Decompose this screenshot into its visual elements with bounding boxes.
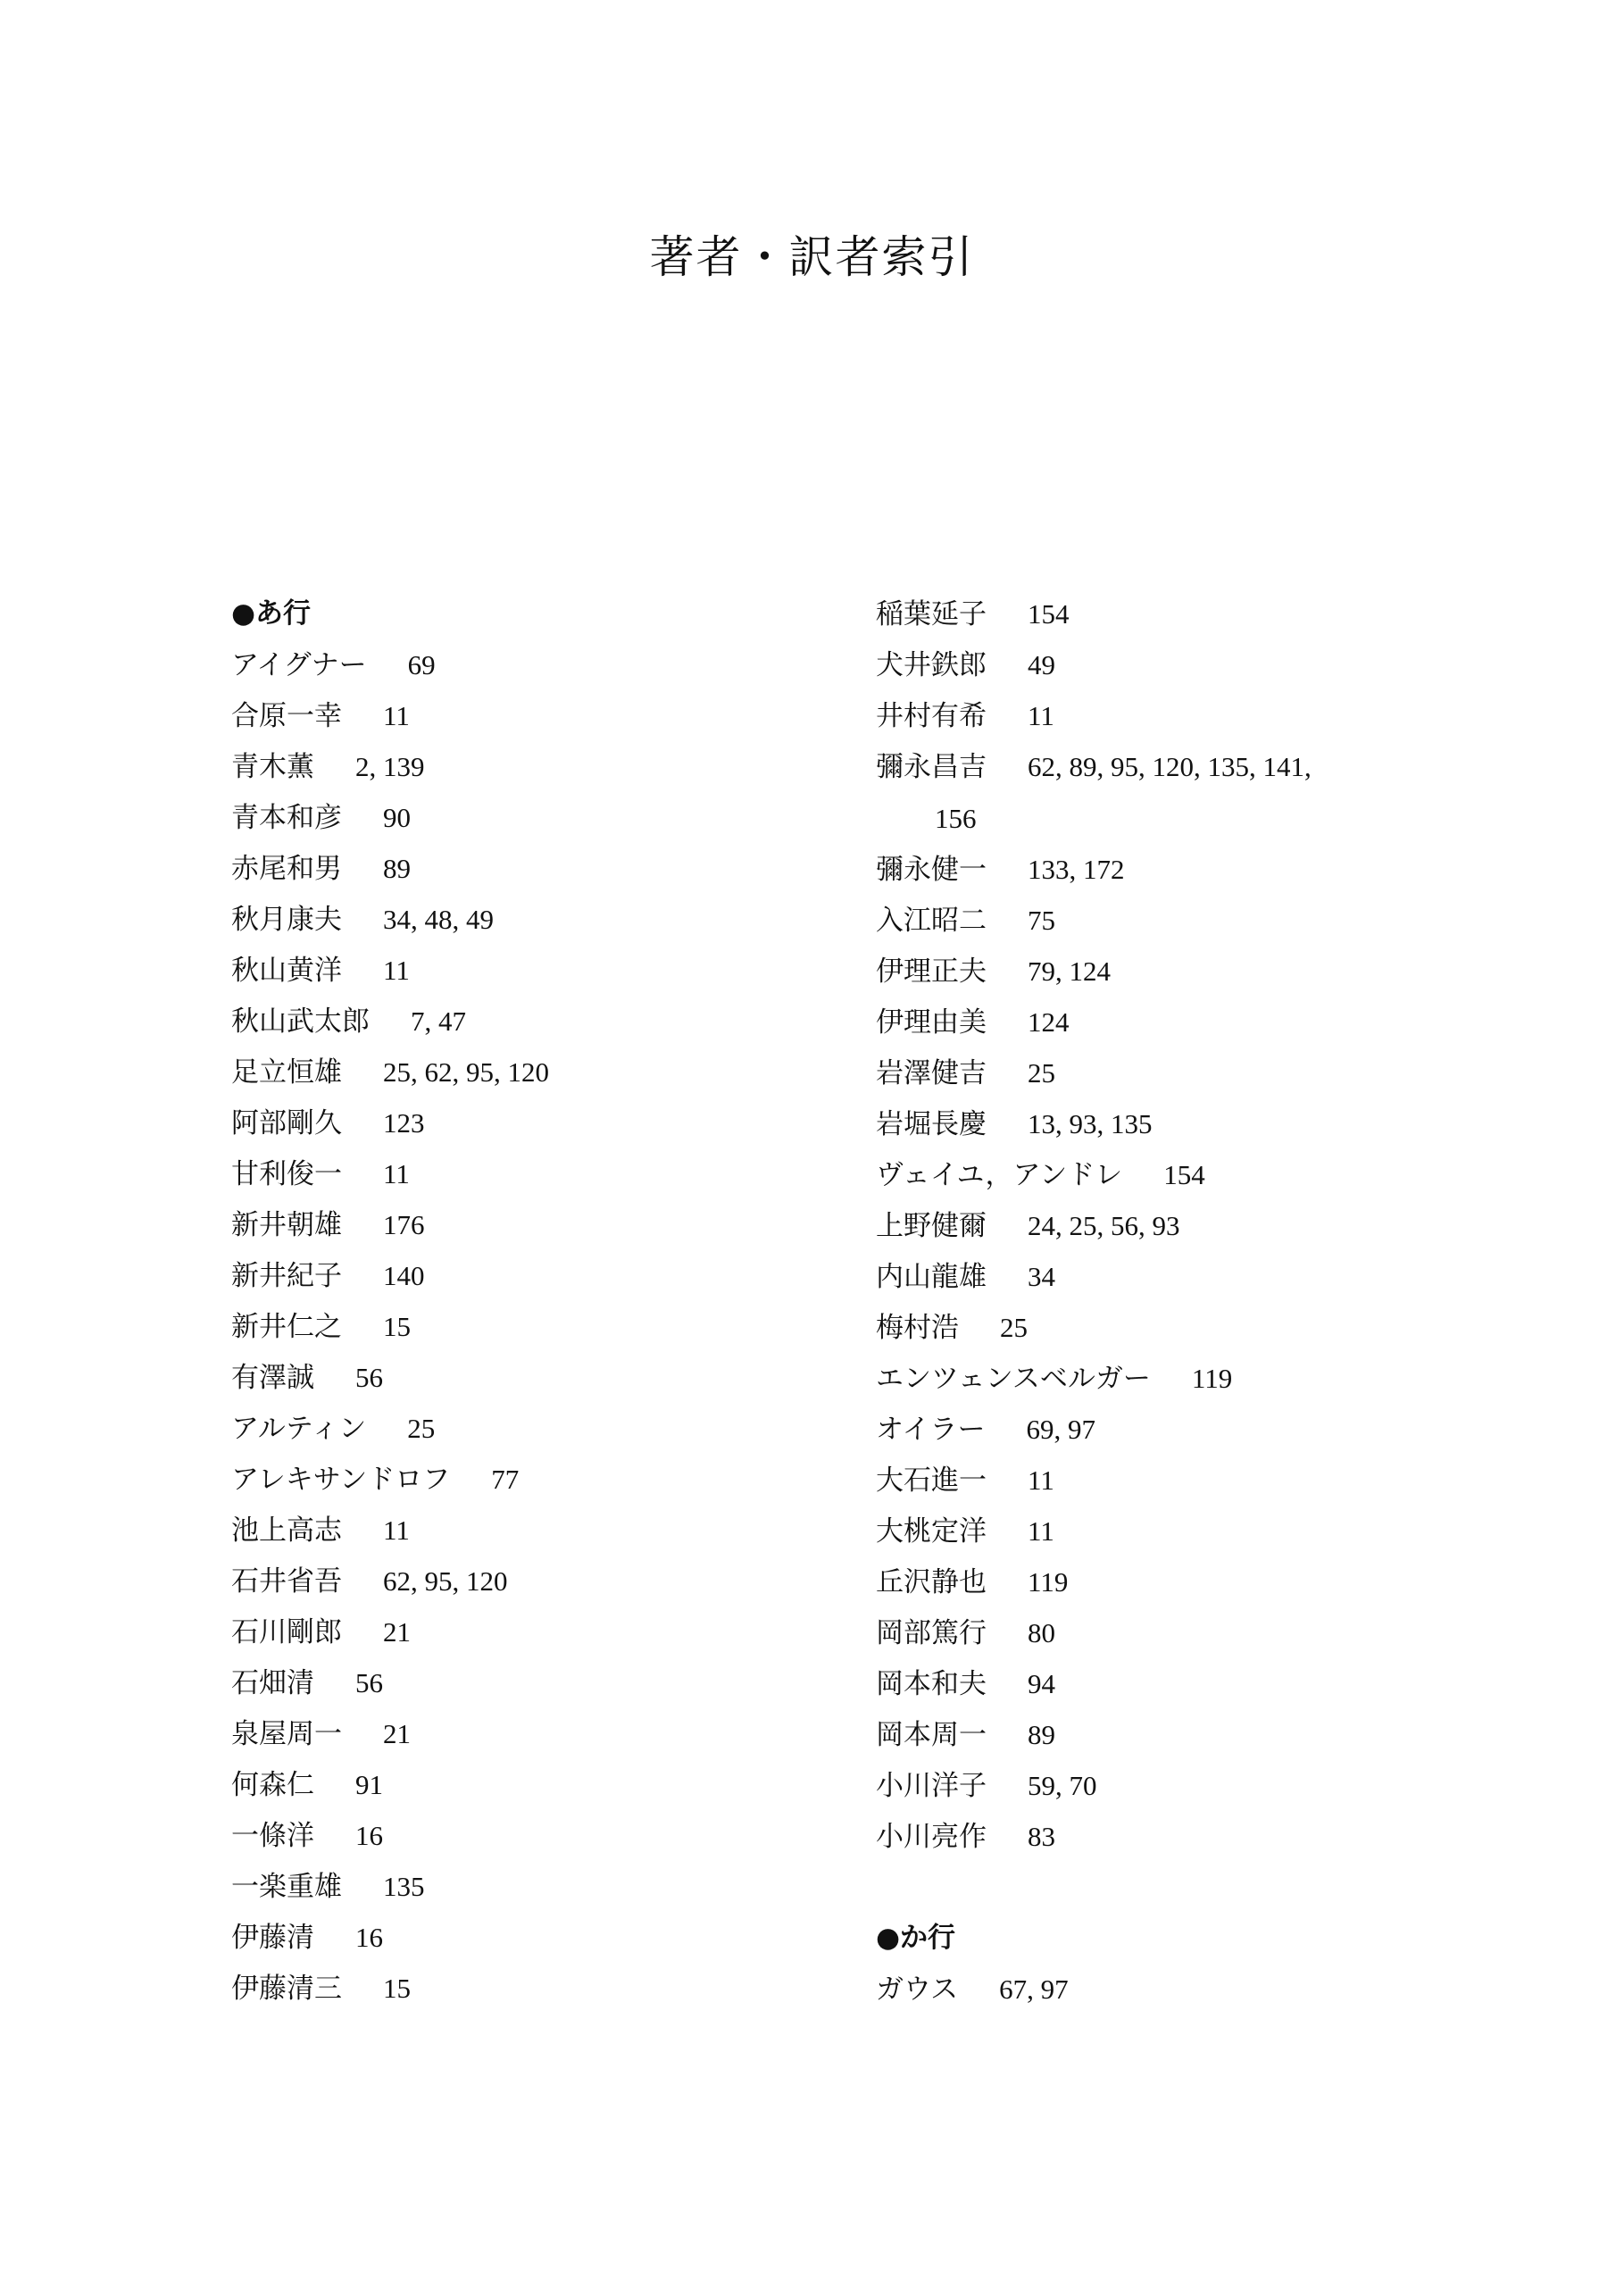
index-column-right (876, 588, 1501, 2015)
entry-name: 赤尾和男 (231, 853, 342, 885)
index-entry (231, 1047, 856, 1097)
entry-pages: 69 (407, 649, 436, 680)
entry-pages: 89 (383, 853, 411, 884)
entry-pages: 133, 172 (1028, 854, 1125, 885)
entry-pages: 15 (383, 1311, 411, 1342)
index-entry (876, 1607, 1501, 1658)
entry-pages: 56 (355, 1667, 383, 1698)
entry-name: 阿部剛久 (231, 1107, 342, 1139)
index-entry (876, 1149, 1501, 1200)
entry-name: ヴェイユ，アンドレ (876, 1159, 1123, 1191)
entry-pages: 24, 25, 56, 93 (1028, 1210, 1180, 1241)
entry-pages: 119 (1191, 1363, 1233, 1394)
index-entry (231, 1912, 856, 1963)
index-entry (876, 1353, 1501, 1404)
entry-name: 伊藤清三 (231, 1973, 342, 2005)
entry-pages: 90 (383, 802, 411, 833)
entry-name: 小川亮作 (876, 1821, 987, 1853)
entry-name: アレキサンドロフ (231, 1464, 451, 1496)
entry-list-left (231, 639, 856, 2014)
entry-pages: 11 (383, 1514, 410, 1546)
index-entry (231, 792, 856, 843)
entry-pages: 135 (383, 1871, 425, 1902)
entry-pages: 34, 48, 49 (383, 904, 494, 935)
index-entry (231, 1606, 856, 1657)
entry-name: 青本和彦 (231, 802, 342, 834)
entry-name: 丘沢静也 (876, 1566, 987, 1598)
page-title: 著者・訳者索引 (649, 231, 975, 283)
index-entry (231, 1505, 856, 1556)
entry-name: 入江昭二 (876, 905, 987, 937)
index-entry (231, 1708, 856, 1759)
entry-pages: 7, 47 (411, 1005, 466, 1037)
index-entry (876, 1506, 1501, 1556)
index-entry (876, 895, 1501, 946)
entry-name: 青木薫 (231, 751, 314, 783)
index-entry (231, 996, 856, 1047)
entry-name: 岩澤健吉 (876, 1057, 987, 1089)
entry-list-right-bottom (876, 844, 1501, 1862)
section-spacer (876, 1862, 1501, 1913)
entry-pages: 123 (383, 1107, 425, 1139)
entry-name: 岡部篤行 (876, 1617, 987, 1649)
index-column-left (231, 588, 856, 2014)
index-entry (876, 997, 1501, 1047)
entry-name: 秋山黄洋 (231, 955, 342, 987)
index-entry (231, 1556, 856, 1606)
index-entry (876, 946, 1501, 997)
index-entry (876, 1251, 1501, 1302)
entry-name: 岡本和夫 (876, 1668, 987, 1700)
entry-name: アイグナー (231, 649, 367, 681)
entry-name: 秋山武太郎 (231, 1005, 370, 1038)
index-entry (231, 1657, 856, 1708)
entry-pages: 21 (383, 1718, 411, 1749)
index-entry (231, 1301, 856, 1352)
index-entry (876, 1760, 1501, 1811)
index-entry (231, 1963, 856, 2014)
index-entry (231, 1148, 856, 1199)
index-entry (876, 1556, 1501, 1607)
entry-name: オイラー (876, 1414, 986, 1446)
entry-pages: 62, 89, 95, 120, 135, 141, (1028, 751, 1312, 782)
index-entry (876, 588, 1501, 639)
index-entry (231, 1403, 856, 1454)
entry-pages: 11 (1028, 1515, 1054, 1547)
index-entry (231, 741, 856, 792)
entry-list-ka-row (876, 1964, 1501, 2015)
entry-pages: 16 (355, 1820, 383, 1851)
entry-pages: 91 (355, 1769, 383, 1800)
entry-pages: 154 (1163, 1159, 1205, 1190)
index-entry (231, 1759, 856, 1810)
index-entry (876, 1811, 1501, 1862)
entry-name: 彌永昌吉 (876, 751, 987, 783)
entry-pages: 11 (383, 1158, 410, 1189)
entry-pages: 21 (383, 1616, 411, 1648)
index-entry (876, 1098, 1501, 1149)
entry-name: 新井紀子 (231, 1260, 342, 1292)
index-entry (876, 1404, 1501, 1455)
entry-name: 小川洋子 (876, 1770, 987, 1802)
entry-name: 内山龍雄 (876, 1261, 987, 1293)
entry-name: 大石進一 (876, 1464, 987, 1497)
entry-name: エンツェンスベルガー (876, 1363, 1151, 1395)
entry-name: 稲葉延子 (876, 598, 987, 630)
index-entry (876, 1302, 1501, 1353)
entry-pages: 59, 70 (1028, 1770, 1097, 1801)
entry-name: 石井省吾 (231, 1565, 342, 1598)
entry-pages: 13, 93, 135 (1028, 1108, 1153, 1139)
index-entry (876, 1047, 1501, 1098)
entry-name: ガウス (876, 1973, 959, 2006)
entry-name: 泉屋周一 (231, 1718, 342, 1750)
index-entry (876, 1455, 1501, 1506)
entry-name: 何森仁 (231, 1769, 314, 1801)
index-entry (876, 1709, 1501, 1760)
entry-pages: 77 (491, 1464, 520, 1495)
entry-name: 新井仁之 (231, 1311, 342, 1343)
entry-name: 犬井鉄郎 (876, 649, 987, 681)
entry-pages: 15 (383, 1973, 411, 2004)
entry-pages: 56 (355, 1362, 383, 1393)
entry-pages: 83 (1028, 1821, 1055, 1852)
entry-pages: 69, 97 (1026, 1414, 1095, 1445)
index-entry (876, 1658, 1501, 1709)
entry-name: 石畑清 (231, 1667, 314, 1699)
entry-pages: 16 (355, 1922, 383, 1953)
entry-pages-continued: 156 (935, 803, 977, 834)
index-entry (876, 1200, 1501, 1251)
entry-name: 秋月康夫 (231, 904, 342, 936)
index-entry (231, 639, 856, 690)
entry-pages: 119 (1028, 1566, 1069, 1598)
index-entry (231, 1810, 856, 1861)
index-entry (876, 639, 1501, 690)
index-entry (231, 945, 856, 996)
index-entry (231, 1250, 856, 1301)
entry-pages: 11 (1028, 1464, 1054, 1496)
entry-name: 新井朝雄 (231, 1209, 342, 1241)
index-entry-wrapped (876, 741, 1501, 844)
entry-name: 大桃定洋 (876, 1515, 987, 1548)
section-heading-a-row: ●あ行 (231, 597, 312, 630)
entry-name: 石川剛郎 (231, 1616, 342, 1648)
entry-name: 梅村浩 (876, 1312, 959, 1344)
index-entry (231, 1352, 856, 1403)
entry-name: 井村有希 (876, 700, 987, 732)
entry-pages: 34 (1028, 1261, 1055, 1292)
entry-pages: 80 (1028, 1617, 1055, 1648)
entry-pages: 94 (1028, 1668, 1055, 1699)
entry-name: 一條洋 (231, 1820, 314, 1852)
entry-pages: 79, 124 (1028, 955, 1111, 987)
entry-pages: 49 (1028, 649, 1055, 680)
entry-pages: 11 (1028, 700, 1054, 731)
entry-pages: 2, 139 (355, 751, 425, 782)
index-entry (876, 844, 1501, 895)
entry-pages: 25 (1000, 1312, 1028, 1343)
entry-pages: 176 (383, 1209, 425, 1240)
index-entry (876, 690, 1501, 741)
entry-pages: 140 (383, 1260, 425, 1291)
entry-name: 伊藤清 (231, 1922, 314, 1954)
entry-pages: 62, 95, 120 (383, 1565, 508, 1597)
entry-name: 合原一幸 (231, 700, 342, 732)
entry-list-right-top (876, 588, 1501, 741)
entry-name: 足立恒雄 (231, 1056, 342, 1089)
index-entry (231, 843, 856, 894)
entry-pages: 25 (1028, 1057, 1055, 1089)
index-entry (231, 894, 856, 945)
entry-name: 岩堀長慶 (876, 1108, 987, 1140)
index-entry (231, 1097, 856, 1148)
entry-name: 伊理由美 (876, 1006, 987, 1039)
index-entry (231, 1454, 856, 1505)
entry-pages: 75 (1028, 905, 1055, 936)
entry-name: アルティン (231, 1413, 367, 1445)
entry-name: 伊理正夫 (876, 955, 987, 988)
section-heading-ka-row: ●か行 (876, 1922, 956, 1954)
index-entry (231, 1199, 856, 1250)
entry-pages: 11 (383, 955, 410, 986)
entry-pages: 124 (1028, 1006, 1070, 1038)
entry-name: 甘利俊一 (231, 1158, 342, 1190)
entry-name: 岡本周一 (876, 1719, 987, 1751)
entry-pages: 25 (407, 1413, 436, 1444)
entry-name: 池上高志 (231, 1514, 342, 1547)
entry-pages: 154 (1028, 598, 1070, 630)
entry-name: 上野健爾 (876, 1210, 987, 1242)
entry-pages: 89 (1028, 1719, 1055, 1750)
entry-name: 有澤誠 (231, 1362, 314, 1394)
index-entry (231, 690, 856, 741)
entry-name: 彌永健一 (876, 854, 987, 886)
entry-name: 一楽重雄 (231, 1871, 342, 1903)
entry-pages: 25, 62, 95, 120 (383, 1056, 549, 1088)
entry-pages: 67, 97 (999, 1973, 1069, 2005)
entry-pages: 11 (383, 700, 410, 731)
index-entry (876, 1964, 1501, 2015)
index-entry (231, 1861, 856, 1912)
